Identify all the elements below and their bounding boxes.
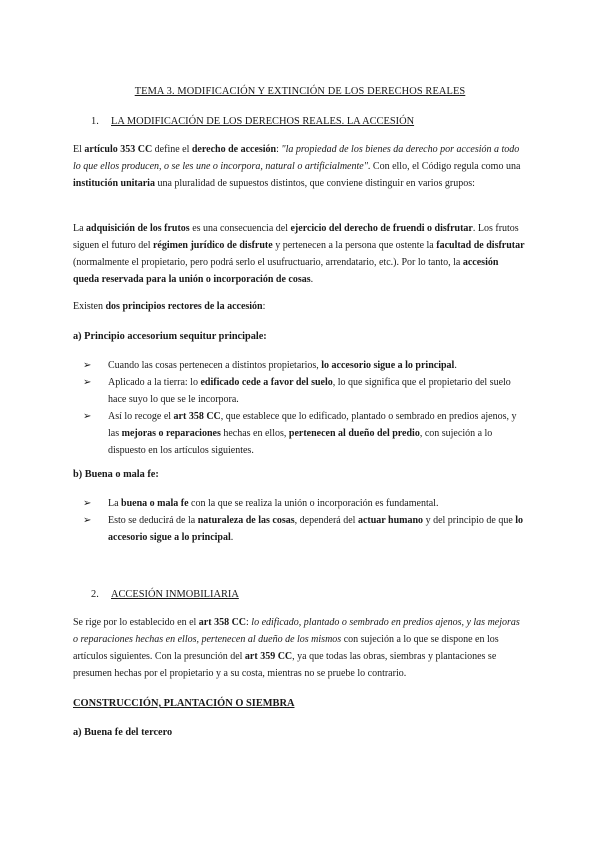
subheading-buena-fe-tercero: a) Buena fe del tercero bbox=[73, 727, 173, 738]
section-2-number: 2. bbox=[91, 589, 99, 600]
text: define el bbox=[152, 144, 192, 155]
text: con sujeción a lo que se dispone en los artículos siguientes. Con la presunción del bbox=[73, 634, 499, 662]
text: Así lo recoge el bbox=[108, 411, 174, 422]
italic-quote: lo edificado, plantado o sembrado en predios ajenos, y las mejoras o reparaciones hechas en ellos, pertenecen al dueño de los mismos bbox=[73, 617, 520, 645]
text: hechas en ellos, bbox=[220, 428, 289, 439]
text: una pluralidad de supuestos distintos, que conviene distinguir en varios grupos: bbox=[154, 178, 475, 189]
section-1-paragraph-2 bbox=[73, 220, 527, 288]
bold-text: derecho de accesión bbox=[191, 144, 277, 155]
page-title: TEMA 3. MODIFICACIÓN Y EXTINCIÓN DE LOS DERECHOS REALES bbox=[134, 86, 466, 97]
text: El bbox=[73, 144, 85, 155]
text: . bbox=[454, 360, 457, 371]
bold-text: art 359 CC bbox=[244, 651, 293, 662]
section-2-heading bbox=[91, 589, 239, 600]
arrow-bullet-icon: ➢ bbox=[83, 515, 92, 526]
bold-text: lo accesorio sigue a lo principal bbox=[321, 360, 455, 371]
text: : bbox=[276, 144, 282, 155]
bold-text: actuar humano bbox=[357, 515, 424, 526]
text: Cuando las cosas pertenecen a distintos propietarios, bbox=[108, 360, 322, 371]
list-item bbox=[73, 408, 527, 459]
italic-quote: "la propiedad de los bienes da derecho por accesión a todo lo que ellos producen, o se les une o incorpora, natural o artificialmente" bbox=[73, 144, 520, 172]
section-1-number: 1. bbox=[91, 116, 99, 127]
bold-text: lo accesorio sigue a lo principal bbox=[108, 515, 524, 543]
list-item bbox=[73, 495, 527, 512]
text: , dependerá del bbox=[294, 515, 358, 526]
bold-text: pertenecen al dueño del predio bbox=[288, 428, 420, 439]
section-2-paragraph-1 bbox=[73, 614, 527, 682]
text: , ya que todas las obras, siembras y plantaciones se presumen hechas por el propietario y a su costa, mientras no se pruebe lo contrario. bbox=[73, 651, 497, 679]
text: , lo que significa que el propietario del suelo hace suyo lo que se le incorpora. bbox=[108, 377, 511, 405]
text: , que establece que lo edificado, plantado o sembrado en predios ajenos, y las bbox=[108, 411, 517, 439]
bold-text: edificado cede a favor del suelo bbox=[200, 377, 333, 388]
list-item bbox=[73, 374, 527, 408]
section-1-heading-text: LA MODIFICACIÓN DE LOS DERECHOS REALES. LA ACCESIÓN bbox=[111, 116, 415, 127]
bold-text: mejoras o reparaciones bbox=[121, 428, 221, 439]
bullet-list-principle-a bbox=[73, 357, 527, 459]
bold-text: buena o mala fe bbox=[121, 498, 189, 509]
bold-text: art 358 CC bbox=[173, 411, 221, 422]
section-1-heading bbox=[91, 116, 414, 127]
text: : bbox=[262, 301, 266, 312]
text: La bbox=[108, 498, 122, 509]
text: . bbox=[310, 274, 314, 285]
bold-text: naturaleza de las cosas bbox=[197, 515, 295, 526]
bold-text: accesión queda reservada para la unión o incorporación de cosas bbox=[73, 257, 499, 285]
bold-text: régimen jurídico de disfrute bbox=[152, 240, 273, 251]
arrow-bullet-icon: ➢ bbox=[83, 377, 92, 388]
text: y del principio de que bbox=[423, 515, 516, 526]
bold-text: art 358 CC bbox=[198, 617, 247, 628]
bold-text: institución unitaria bbox=[73, 178, 155, 189]
text: es una consecuencia del bbox=[189, 223, 291, 234]
text: y pertenecen a la persona que ostente la bbox=[272, 240, 437, 251]
arrow-bullet-icon: ➢ bbox=[83, 411, 92, 422]
arrow-bullet-icon: ➢ bbox=[83, 498, 92, 509]
text: . bbox=[230, 532, 234, 543]
bold-text: adquisición de los frutos bbox=[86, 223, 190, 234]
text: con la que se realiza la unión o incorporación es fundamental. bbox=[188, 498, 439, 509]
section-1-paragraph-3 bbox=[73, 298, 527, 315]
list-item bbox=[73, 357, 527, 374]
text: (normalmente el propietario, pero podrá serlo el usufructuario, arrendatario, etc.). Por lo tanto, la bbox=[73, 257, 463, 268]
subheading-construccion: CONSTRUCCIÓN, PLANTACIÓN O SIEMBRA bbox=[73, 698, 295, 709]
text: , con sujeción a lo dispuesto en los artículos siguientes. bbox=[108, 428, 493, 456]
bold-text: facultad de disfrutar bbox=[436, 240, 525, 251]
text: Se rige por lo establecido en el bbox=[73, 617, 199, 628]
bold-text: artículo 353 CC bbox=[84, 144, 153, 155]
text: . Con ello, el Código regula como una bbox=[367, 161, 521, 172]
text: Aplicado a la tierra: lo bbox=[108, 377, 201, 388]
text: La bbox=[73, 223, 87, 234]
section-1-paragraph-1 bbox=[73, 141, 527, 192]
bold-text: ejercicio del derecho de fruendi o disfrutar bbox=[290, 223, 473, 234]
bold-text: dos principios rectores de la accesión bbox=[105, 301, 263, 312]
arrow-bullet-icon: ➢ bbox=[83, 360, 92, 371]
text: Existen bbox=[73, 301, 106, 312]
bullet-list-principle-b bbox=[73, 495, 527, 546]
subheading-principle-b: b) Buena o mala fe: bbox=[73, 469, 159, 480]
text: : bbox=[246, 617, 252, 628]
list-item bbox=[73, 512, 527, 546]
text: Esto se deducirá de la bbox=[108, 515, 198, 526]
text: . Los frutos siguen el futuro del bbox=[73, 223, 519, 251]
subheading-principle-a: a) Principio accesorium sequitur principale: bbox=[73, 331, 267, 342]
section-2-heading-text: ACCESIÓN INMOBILIARIA bbox=[111, 589, 239, 600]
